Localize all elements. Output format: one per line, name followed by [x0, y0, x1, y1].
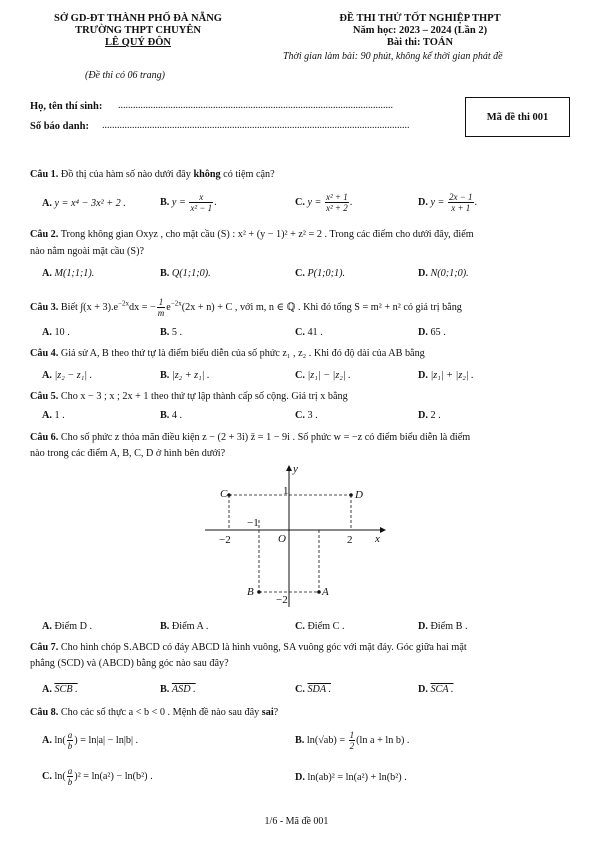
q7-b-expr: ASD .: [171, 684, 196, 695]
school-department: SỞ GD-ĐT THÀNH PHỐ ĐÀ NẴNG: [54, 13, 222, 24]
q3-f-den: m: [157, 308, 165, 318]
q1-c-pre: y =: [307, 196, 322, 208]
q2-d-letter: D.: [418, 268, 428, 279]
q3-b-letter: B.: [160, 327, 170, 338]
exam-code-box: [465, 97, 570, 137]
q8-a-letter: A.: [42, 734, 52, 746]
school-year: Năm học: 2023 – 2024 (Lần 2): [352, 25, 488, 36]
q8-a-frac: [67, 730, 74, 751]
point-a-dot: [317, 590, 321, 594]
q7-label: Câu 7.: [30, 642, 59, 653]
q8-d-letter: D.: [295, 772, 305, 783]
point-d-label: D: [355, 489, 363, 501]
q8-c-pre: ln: [54, 770, 63, 782]
exam-code: Mã đề thi 001: [486, 111, 549, 123]
q6-option-d[interactable]: [418, 621, 468, 632]
q4-text: Giả sử A, B theo thứ tự là điểm biểu diễn của số phức z₁ , z₂ . Khi đó độ dài của AB bằng: [60, 348, 425, 359]
q8-option-b[interactable]: [295, 730, 409, 751]
q2-b-letter: B.: [160, 268, 170, 279]
q6-option-a[interactable]: [42, 621, 92, 632]
q8-a-num: a: [67, 730, 73, 740]
q2-c-expr: P(1;0;1).: [307, 268, 346, 279]
q2-a-expr: M(1;1;1).: [54, 268, 95, 279]
q2-text2: nào nằm ngoài mặt cầu (S)?: [30, 246, 145, 257]
origin-label: O: [278, 533, 286, 545]
tick-neg2-x: −2: [219, 534, 231, 546]
q5-option-c[interactable]: [295, 410, 318, 421]
q6-a-letter: A.: [42, 621, 52, 632]
q4-b-expr: |z₂ + z₁| .: [171, 370, 210, 381]
q4-c-letter: C.: [295, 370, 305, 381]
point-a-label: A: [322, 586, 329, 598]
q7-d-expr: SCA .: [430, 684, 454, 695]
q5-b-letter: B.: [160, 410, 170, 421]
q8-option-a[interactable]: A. ln( $\frac{a}{b}$ ) = ln|a| − ln|b| .: [42, 730, 139, 751]
q5-c-expr: 3 .: [307, 410, 318, 421]
q8-c-post: ² = ln(a²) − ln(b²) .: [77, 770, 153, 782]
q4-a-expr: |z₂ − z₁| .: [54, 370, 93, 381]
q4-option-c[interactable]: [295, 370, 351, 381]
q3-c-expr: 41 .: [307, 327, 323, 338]
q1-b-pre: y =: [171, 196, 186, 208]
q5-option-b[interactable]: [160, 410, 182, 421]
q1-text-b: có tiệm cận?: [220, 169, 275, 180]
q3-f-num: 1: [158, 297, 164, 307]
q4-label: Câu 4.: [30, 348, 59, 359]
tick-1-y: 1: [283, 485, 289, 497]
y-axis-label: y: [293, 463, 298, 475]
q8-option-c[interactable]: C. ln( $\frac{a}{b}$ )² = ln(a²) − ln(b²) .: [42, 766, 153, 787]
q8-option-d[interactable]: [295, 772, 407, 783]
q5-label: Câu 5.: [30, 391, 59, 402]
q4-d-letter: D.: [418, 370, 428, 381]
q4-option-b[interactable]: [160, 370, 210, 381]
page-footer: 1/6 - Mã đề 001: [264, 816, 329, 827]
q7-option-c[interactable]: [295, 684, 331, 695]
q3-d-expr: 65 .: [430, 327, 446, 338]
q1-c-letter: C.: [295, 196, 305, 208]
q5-option-a[interactable]: [42, 410, 65, 421]
q7-option-b[interactable]: [160, 684, 196, 695]
student-name-label: Họ, tên thí sinh:: [30, 101, 103, 112]
q8-c-den: b: [67, 777, 73, 787]
q2-c-letter: C.: [295, 268, 305, 279]
q3-a-letter: A.: [42, 327, 52, 338]
point-b-dot: [257, 590, 261, 594]
q1-a-letter: A.: [42, 198, 52, 209]
q1-option-c[interactable]: C. y = $\frac{\text{x² + 1}}{\text{x² + 2}}$ .: [295, 192, 353, 213]
complex-plane-figure: [195, 462, 395, 612]
q8-text-a: Cho các số thực a < b < 0 . Mệnh đề nào sau đây: [60, 707, 262, 718]
q7-option-d[interactable]: [418, 684, 453, 695]
q4-d-expr: |z₁| + |z₂| .: [430, 370, 474, 381]
q6-c-expr: Điểm C .: [307, 621, 345, 632]
q8-text-b: ?: [273, 707, 279, 718]
q8-b-post: (ln a + ln b) .: [356, 734, 410, 746]
q6-d-letter: D.: [418, 621, 428, 632]
q4-option-d[interactable]: [418, 370, 474, 381]
question-7: [30, 641, 467, 654]
q2-option-c[interactable]: [295, 268, 345, 279]
q3-mid2: e: [166, 301, 171, 313]
q8-a-den: b: [67, 741, 73, 751]
q1-text-a: Đồ thị của hàm số nào dưới đây: [60, 169, 194, 180]
q2-option-a[interactable]: [42, 268, 94, 279]
point-b-label: B: [247, 586, 254, 598]
q5-c-letter: C.: [295, 410, 305, 421]
q3-post: (2x + n) + C , với m, n ∈ ℚ . Khi đó tổng S = m² + n² có giá trị bằng: [181, 301, 462, 313]
q1-d-frac: [448, 192, 474, 213]
q8-label: Câu 8.: [30, 707, 59, 718]
q6-b-expr: Điểm A .: [171, 621, 209, 632]
x-axis-label: x: [375, 533, 380, 545]
q3-d-letter: D.: [418, 327, 428, 338]
q7-text1: Cho hình chóp S.ABCD có đáy ABCD là hình vuông, SA vuông góc với mặt đáy. Góc giữa hai mặt: [60, 642, 467, 653]
q8-d-expr: ln(ab)² = ln(a²) + ln(b²) .: [307, 772, 407, 783]
tick-neg1-x: −1: [247, 517, 259, 529]
q5-option-d[interactable]: [418, 410, 441, 421]
q7-c-expr: SDA .: [307, 684, 332, 695]
q7-a-expr: SCB .: [54, 684, 78, 695]
q5-a-letter: A.: [42, 410, 52, 421]
question-4: [30, 347, 425, 360]
q8-a-post: = ln|a| − ln|b| .: [80, 734, 139, 746]
q5-d-expr: 2 .: [430, 410, 441, 421]
q2-option-d[interactable]: [418, 268, 469, 279]
q8-text-bold: sai: [261, 707, 274, 718]
page-count-note: (Đề thi có 06 trang): [85, 70, 165, 81]
student-id-field[interactable]: ...........................................................................................................................: [102, 120, 410, 131]
q3-frac: [157, 297, 166, 318]
q1-option-a[interactable]: [42, 198, 126, 209]
q3-option-a[interactable]: [42, 327, 70, 338]
q3-pre: Biết ∫(x + 3).e: [60, 301, 119, 313]
q4-a-letter: A.: [42, 370, 52, 381]
q7-c-letter: C.: [295, 684, 305, 695]
q8-b-den: 2: [349, 741, 355, 751]
q5-a-expr: 1 .: [54, 410, 65, 421]
q6-d-expr: Điểm B .: [430, 621, 468, 632]
q8-b-frac: [349, 730, 356, 751]
q8-b-letter: B.: [295, 734, 305, 746]
q7-d-letter: D.: [418, 684, 428, 695]
q5-d-letter: D.: [418, 410, 428, 421]
q1-b-den: x² − 1: [190, 203, 213, 213]
q6-c-letter: C.: [295, 621, 305, 632]
question-2: [30, 228, 570, 241]
q3-a-expr: 10 .: [54, 327, 70, 338]
q1-b-frac: [189, 192, 213, 213]
time-note: Thời gian làm bài: 90 phút, không kể thời gian phát đề: [283, 51, 503, 62]
q4-c-expr: |z₁| − |z₂| .: [307, 370, 351, 381]
school-name-2: LÊ QUÝ ĐÔN: [105, 37, 171, 48]
q3-option-b[interactable]: [160, 327, 182, 338]
q3-label: Câu 3.: [30, 301, 59, 313]
question-3: [30, 297, 462, 318]
point-c-dot: [227, 493, 231, 497]
q3-c-letter: C.: [295, 327, 305, 338]
q1-label: Câu 1.: [30, 169, 59, 180]
q4-option-a[interactable]: [42, 370, 92, 381]
student-name-field[interactable]: ..............................................................................................................: [118, 100, 393, 111]
q2-d-expr: N(0;1;0).: [430, 268, 469, 279]
q6-option-c[interactable]: [295, 621, 345, 632]
point-d-dot: [349, 493, 353, 497]
q1-text-bold: không: [193, 169, 221, 180]
q3-mid: dx = −: [129, 301, 156, 313]
q3-option-c[interactable]: [295, 327, 323, 338]
q4-b-letter: B.: [160, 370, 170, 381]
q1-d-den: x + 1: [451, 203, 471, 213]
q8-b-expr: ln(√ab) =: [306, 734, 346, 746]
q8-c-num: a: [67, 766, 73, 776]
q2-text1: Trong không gian Oxyz , cho mặt cầu (S) : x² + (y − 1)² + z² = 2 . Trong các điểm cho dưới đây, điểm: [60, 229, 474, 240]
q6-b-letter: B.: [160, 621, 170, 632]
q7-text2: phẳng (SCD) và (ABCD) bằng góc nào sau đây?: [30, 658, 229, 669]
q8-b-num: 1: [349, 730, 355, 740]
q1-d-num: 2x − 1: [448, 192, 473, 202]
q6-label: Câu 6.: [30, 432, 59, 443]
q1-a-expr: y = x⁴ − 3x² + 2 .: [54, 198, 126, 209]
q5-text: Cho x − 3 ; x ; 2x + 1 theo thứ tự lập thành cấp số cộng. Giá trị x bằng: [60, 391, 348, 402]
tick-2-x: 2: [347, 534, 353, 546]
q1-d-letter: D.: [418, 196, 428, 208]
q7-b-letter: B.: [160, 684, 170, 695]
q6-text1: Cho số phức z thỏa mãn điều kiện z − (2 + 3i) z̄ = 1 − 9i . Số phức w = −z có điểm biểu diễn là điểm: [60, 432, 471, 443]
q2-b-expr: Q(1;1;0).: [171, 268, 211, 279]
school-name: TRƯỜNG THPT CHUYÊN: [75, 25, 201, 36]
q5-b-expr: 4 .: [171, 410, 183, 421]
q3-b-expr: 5 .: [171, 327, 183, 338]
question-5: [30, 390, 348, 403]
q1-b-letter: B.: [160, 196, 170, 208]
q8-a-pre: ln: [54, 734, 63, 746]
q1-c-den: x² + 2: [325, 203, 348, 213]
q3-sup1: −2x: [118, 299, 130, 308]
q1-d-pre: y =: [430, 196, 445, 208]
q1-option-d[interactable]: D. y = $\frac{2x - 1}{x + 1}$ .: [418, 192, 478, 213]
q2-a-letter: A.: [42, 268, 52, 279]
q2-label: Câu 2.: [30, 229, 59, 240]
q1-c-num: x² + 1: [325, 192, 348, 202]
exam-title: ĐỀ THI THỬ TỐT NGHIỆP THPT: [339, 13, 501, 24]
point-c-label: C: [220, 488, 228, 500]
q6-text2: nào trong các điểm A, B, C, D ở hình bên dưới?: [30, 448, 226, 459]
q3-sup2: −2x: [170, 299, 182, 308]
q1-option-b[interactable]: B. y = $\frac{x}{\text{x² − 1}}$ .: [160, 192, 217, 213]
q8-c-letter: C.: [42, 770, 52, 782]
subject: Bài thi: TOÁN: [386, 37, 454, 48]
q7-option-a[interactable]: [42, 684, 78, 695]
question-1: [30, 168, 275, 181]
question-8: [30, 706, 278, 719]
q6-a-expr: Điểm D .: [54, 621, 93, 632]
student-id-label: Số báo danh:: [30, 121, 89, 132]
q6-option-b[interactable]: [160, 621, 208, 632]
q1-b-num: x: [189, 192, 213, 203]
tick-neg2-y: −2: [276, 594, 288, 606]
q1-c-frac: [325, 192, 349, 213]
q8-c-frac: [67, 766, 74, 787]
q2-option-b[interactable]: [160, 268, 211, 279]
q7-a-letter: A.: [42, 684, 52, 695]
q3-option-d[interactable]: [418, 327, 446, 338]
question-6: [30, 431, 470, 444]
